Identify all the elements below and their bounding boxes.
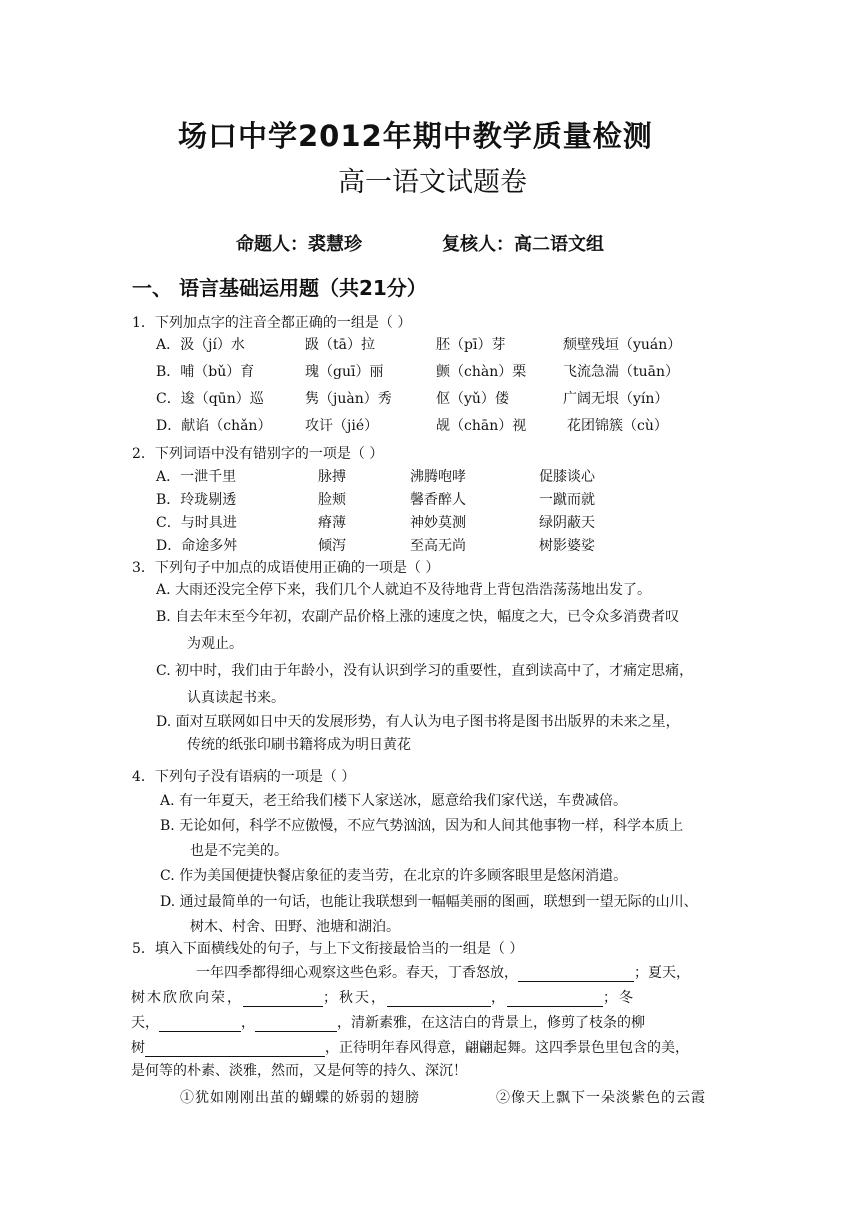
q2-option-b-4: 一蹴而就 bbox=[539, 492, 595, 508]
q3-option-b-line2: 为观止。 bbox=[187, 636, 243, 652]
q2-option-b-1: B．玲珑剔透 bbox=[156, 492, 237, 508]
q2-option-d-1: D．命途多舛 bbox=[156, 538, 238, 554]
q4-option-b-line2: 也是不完美的。 bbox=[190, 843, 288, 859]
q2-option-c-4: 绿阴蔽天 bbox=[539, 515, 595, 531]
q5-text: ， bbox=[491, 990, 507, 1006]
answer-blank[interactable] bbox=[255, 1017, 337, 1032]
question-2-stem: 2．下列词语中没有错别字的一项是（ ） bbox=[132, 446, 384, 462]
q1-option-d-2: 攻讦（jié） bbox=[305, 418, 379, 434]
question-3-stem: 3．下列句子中加点的成语使用正确的一项是（ ） bbox=[132, 560, 440, 576]
q5-text: ；冬 bbox=[603, 990, 635, 1006]
answer-blank[interactable] bbox=[387, 992, 491, 1007]
q1-option-d-3: 觇（chān）视 bbox=[436, 418, 527, 434]
exam-subtitle: 高一语文试题卷 bbox=[338, 167, 527, 198]
q4-option-b-line1: B. 无论如何，科学不应傲慢，不应气势汹汹，因为和人间其他事物一样，科学本质上 bbox=[160, 818, 684, 834]
answer-blank[interactable] bbox=[145, 1042, 325, 1057]
q2-option-b-2: 脸颊 bbox=[318, 492, 346, 508]
q2-option-a-4: 促膝谈心 bbox=[539, 469, 595, 485]
q2-option-b-3: 馨香醉人 bbox=[410, 492, 466, 508]
q1-option-a-1: A．汲（jí）水 bbox=[156, 337, 245, 353]
q1-option-b-3: 颤（chàn）栗 bbox=[436, 364, 527, 380]
q4-option-c: C. 作为美国便捷快餐店象征的麦当劳，在北京的许多顾客眼里是悠闲消遣。 bbox=[160, 868, 628, 884]
q1-option-a-3: 胚（pī）芽 bbox=[436, 337, 506, 353]
q4-option-d-line2: 树木、村舍、田野、池塘和湖泊。 bbox=[190, 919, 400, 935]
q5-choice-2: ②像天上飘下一朵淡紫色的云霞 bbox=[496, 1090, 706, 1106]
q2-option-c-3: 神妙莫测 bbox=[410, 515, 466, 531]
q1-option-a-2: 趿（tā）拉 bbox=[305, 337, 375, 353]
q2-option-d-4: 树影婆娑 bbox=[539, 538, 595, 554]
q5-text: 树木欣欣向荣， bbox=[131, 990, 243, 1006]
q1-option-d-1: D．献谄（chǎn） bbox=[156, 418, 272, 434]
answer-blank[interactable] bbox=[243, 992, 323, 1007]
answer-blank[interactable] bbox=[159, 1017, 241, 1032]
q2-option-d-3: 至高无尚 bbox=[410, 538, 466, 554]
q5-passage-line4 bbox=[131, 1037, 689, 1057]
reviewer-label: 复核人：高二语文组 bbox=[442, 234, 604, 255]
q3-option-b-line1: B. 自去年末至今年初，农副产品价格上涨的速度之快，幅度之大，已令众多消费者叹 bbox=[156, 609, 680, 625]
q1-option-c-2: 隽（juàn）秀 bbox=[305, 391, 392, 407]
q5-passage-line3 bbox=[131, 1012, 645, 1032]
q5-text: 树 bbox=[131, 1040, 145, 1056]
q5-text: 天， bbox=[131, 1015, 159, 1031]
q2-option-a-2: 脉搏 bbox=[318, 469, 346, 485]
q2-option-c-2: 瘠薄 bbox=[318, 515, 346, 531]
q5-passage-line5: 是何等的朴素、淡雅，然而，又是何等的持久、深沉！ bbox=[131, 1063, 467, 1079]
q4-option-d-line1: D. 通过最简单的一句话，也能让我联想到一幅幅美丽的图画，联想到一望无际的山川、 bbox=[160, 894, 698, 910]
q1-option-a-4: 颓壁残垣（yuán） bbox=[563, 337, 682, 353]
q1-option-c-3: 伛（yǔ）偻 bbox=[436, 391, 509, 407]
question-1-stem: 1．下列加点字的注音全都正确的一组是（ ） bbox=[132, 315, 412, 331]
q1-option-b-4: 飞流急湍（tuān） bbox=[563, 364, 680, 380]
q5-choice-1: ①犹如刚刚出茧的蝴蝶的娇弱的翅膀 bbox=[180, 1090, 420, 1106]
question-4-stem: 4．下列句子没有语病的一项是（ ） bbox=[132, 769, 356, 785]
q3-option-a: A. 大雨还没完全停下来，我们几个人就迫不及待地背上背包浩浩荡荡地出发了。 bbox=[156, 582, 652, 598]
q2-option-a-3: 沸腾咆哮 bbox=[410, 469, 466, 485]
q2-option-c-1: C．与时具进 bbox=[156, 515, 237, 531]
q5-text: ，清新素雅，在这洁白的背景上，修剪了枝条的柳 bbox=[337, 1015, 645, 1031]
q3-option-d-line2: 传统的纸张印刷书籍将成为明日黄花 bbox=[187, 737, 411, 753]
answer-blank[interactable] bbox=[507, 992, 603, 1007]
q5-text: 一年四季都得细心观察这些色彩。春天，丁香怒放， bbox=[196, 965, 518, 981]
answer-blank[interactable] bbox=[518, 967, 634, 982]
author-label: 命题人：裘慧珍 bbox=[236, 234, 362, 255]
q4-option-a: A. 有一年夏天，老王给我们楼下人家送冰，愿意给我们家代送，车费减倍。 bbox=[160, 793, 628, 809]
q1-option-c-1: C．逡（qūn）巡 bbox=[156, 391, 264, 407]
q5-passage-line2 bbox=[131, 987, 635, 1007]
q1-option-b-1: B．哺（bǔ）育 bbox=[156, 364, 255, 380]
q5-text: ；秋天， bbox=[323, 990, 387, 1006]
q2-option-a-1: A．一泄千里 bbox=[156, 469, 237, 485]
question-5-stem: 5．填入下面横线处的句子，与上下文衔接最恰当的一组是（ ） bbox=[132, 941, 524, 957]
q5-text: ，正待明年春风得意，翩翩起舞。这四季景色里包含的美， bbox=[325, 1040, 689, 1056]
q5-text: ， bbox=[241, 1015, 255, 1031]
q3-option-c-line2: 认真读起书来。 bbox=[187, 690, 285, 706]
q5-passage-line1 bbox=[196, 962, 690, 982]
exam-title: 场口中学2012年期中教学质量检测 bbox=[178, 119, 653, 153]
q3-option-c-line1: C. 初中时，我们由于年龄小，没有认识到学习的重要性，直到读高中了，才痛定思痛， bbox=[156, 663, 694, 679]
q1-option-b-2: 瑰（guī）丽 bbox=[305, 364, 384, 380]
section-heading: 一、 语言基础运用题（共21分） bbox=[132, 276, 427, 300]
q2-option-d-2: 倾泻 bbox=[318, 538, 346, 554]
q5-text: ；夏天， bbox=[634, 965, 690, 981]
q1-option-d-4: 花团锦簇（cù） bbox=[567, 418, 668, 434]
q3-option-d-line1: D. 面对互联网如日中天的发展形势，有人认为电子图书将是图书出版界的未来之星， bbox=[156, 714, 680, 730]
q1-option-c-4: 广阔无垠（yín） bbox=[563, 391, 669, 407]
